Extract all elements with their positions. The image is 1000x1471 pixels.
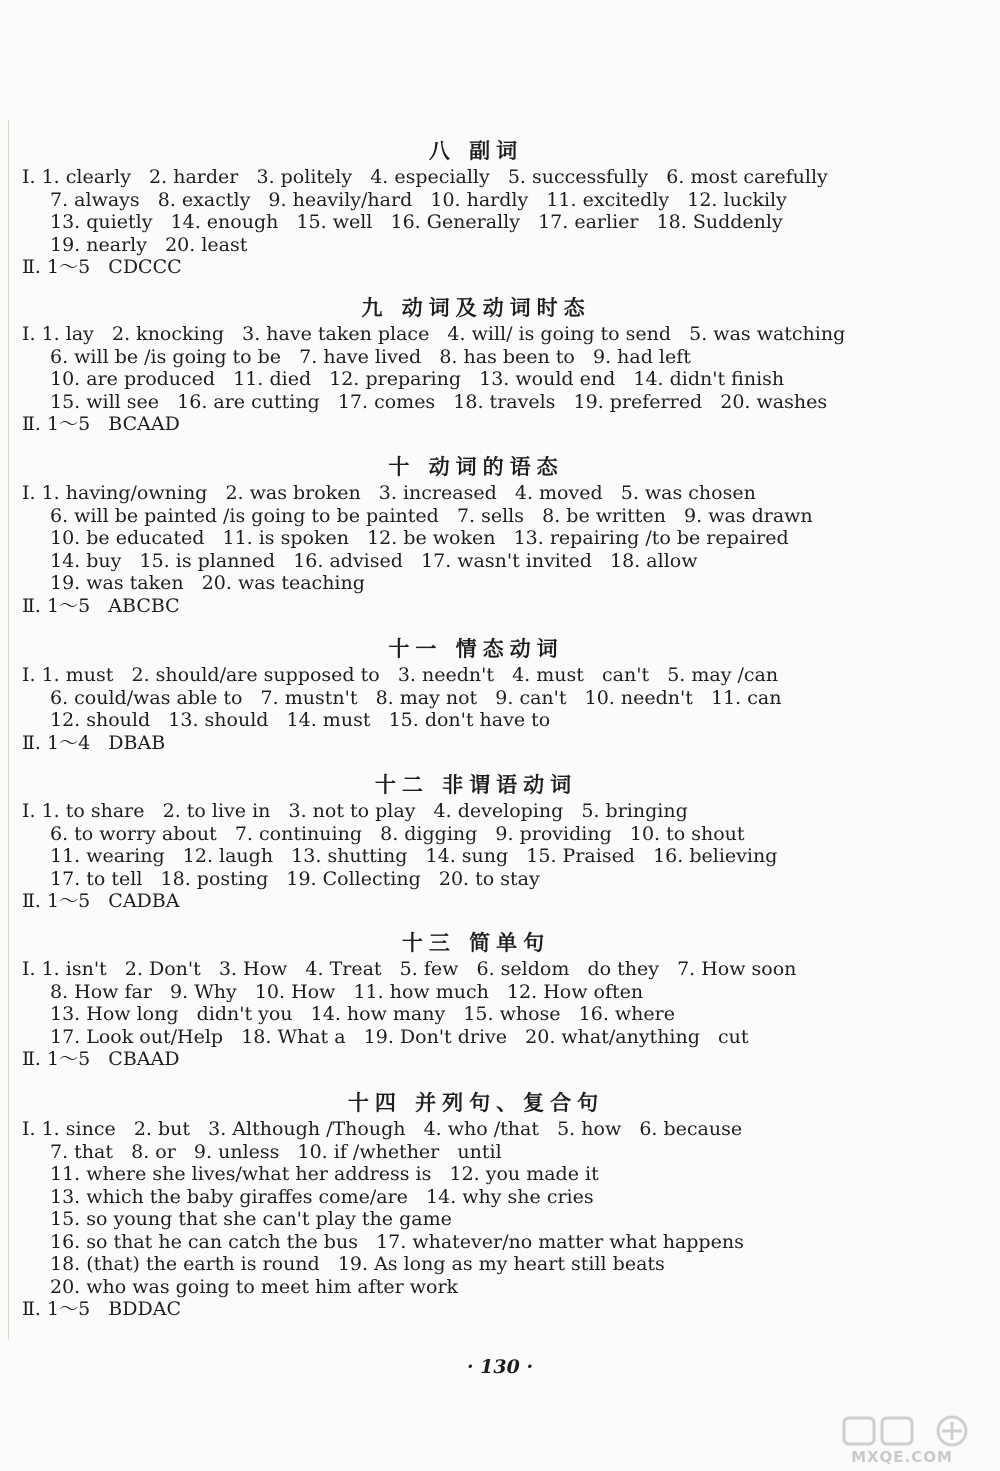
answer-line: 18. (that) the earth is round 19. As long as my heart still beats	[50, 1253, 665, 1275]
answer-line: 17. to tell 18. posting 19. Collecting 20. to stay	[50, 867, 540, 890]
answer-line: 12. should 13. should 14. must 15. don't have to	[50, 709, 551, 731]
answer-line: Ⅱ. 1～5 BDDAC	[22, 1298, 181, 1320]
answer-line: 19. nearly 20. least	[50, 233, 248, 256]
answer-line: Ⅰ. 1. clearly 2. harder 3. politely 4. especially 5. successfully 6. most carefully	[22, 166, 828, 188]
section-simple-sentences	[22, 928, 922, 1071]
answer-line: 6. could/was able to 7. mustn't 8. may not 9. can't 10. needn't 11. can	[50, 686, 782, 709]
answer-line: 15. so young that she can't play the game	[50, 1208, 452, 1230]
section-non-finite-verbs	[22, 770, 922, 913]
section-title: 十一 情态动词	[388, 636, 564, 661]
answer-line: 14. buy 15. is planned 16. advised 17. wasn't invited 18. allow	[50, 549, 698, 572]
answer-line: 20. who was going to meet him after work	[50, 1275, 459, 1298]
answer-line: Ⅰ. 1. since 2. but 3. Although /Though 4. who /that 5. how 6. because	[22, 1118, 743, 1140]
page-number: · 130 ·	[466, 1356, 534, 1378]
answer-line: 8. How far 9. Why 10. How 11. how much 12. How often	[50, 980, 644, 1003]
answer-line: 6. will be /is going to be 7. have lived 8. has been to 9. had left	[50, 345, 691, 368]
section-voice	[22, 452, 922, 617]
section-title: 十 动词的语态	[388, 454, 564, 479]
margin-line	[8, 120, 9, 1340]
answer-line: 7. always 8. exactly 9. heavily/hard 10. hardly 11. excitedly 12. luckily	[50, 188, 787, 211]
answer-line: 13. which the baby giraffes come/are 14. why she cries	[50, 1185, 594, 1208]
section-title: 八 副词	[428, 138, 524, 163]
answer-line: 13. quietly 14. enough 15. well 16. Generally 17. earlier 18. Suddenly	[50, 211, 783, 233]
watermark-logo-icon	[842, 1414, 992, 1448]
answer-line: 16. so that he can catch the bus 17. whatever/no matter what happens	[50, 1230, 744, 1253]
answer-line: Ⅰ. 1. lay 2. knocking 3. have taken place 4. will/ is going to send 5. was watching	[22, 323, 846, 345]
section-title: 十三 简单句	[401, 930, 551, 955]
answer-line: Ⅱ. 1～5 BCAAD	[22, 413, 180, 435]
answer-line: 15. will see 16. are cutting 17. comes 18. travels 19. preferred 20. washes	[50, 390, 828, 413]
section-verb-tenses	[22, 293, 922, 436]
answer-line: Ⅰ. 1. must 2. should/are supposed to 3. needn't 4. must can't 5. may /can	[22, 664, 779, 686]
section-compound-complex-sentences	[22, 1088, 922, 1321]
answer-line: Ⅱ. 1～5 CADBA	[22, 890, 180, 912]
watermark-url: MXQE.COM	[851, 1448, 953, 1466]
answer-line: 7. that 8. or 9. unless 10. if /whether until	[50, 1140, 502, 1163]
section-modal-verbs	[22, 634, 922, 754]
section-title: 十二 非谓语动词	[374, 772, 578, 797]
answer-line: 10. be educated 11. is spoken 12. be woken 13. repairing /to be repaired	[50, 527, 789, 549]
answer-line: 10. are produced 11. died 12. preparing 13. would end 14. didn't finish	[50, 368, 785, 390]
site-watermark	[812, 1414, 992, 1466]
answer-line: 17. Look out/Help 18. What a 19. Don't drive 20. what/anything cut	[50, 1025, 749, 1048]
section-title: 九 动词及动词时态	[361, 295, 591, 320]
answer-line: Ⅱ. 1～5 CBAAD	[22, 1048, 180, 1070]
answer-line: Ⅱ. 1～5 CDCCC	[22, 256, 182, 278]
answer-line: 6. to worry about 7. continuing 8. digging 9. providing 10. to shout	[50, 822, 745, 845]
answer-line: Ⅰ. 1. isn't 2. Don't 3. How 4. Treat 5. few 6. seldom do they 7. How soon	[22, 958, 797, 980]
answer-line: 11. wearing 12. laugh 13. shutting 14. sung 15. Praised 16. believing	[50, 845, 778, 867]
answer-line: 19. was taken 20. was teaching	[50, 572, 365, 594]
answer-line: Ⅱ. 1～4 DBAB	[22, 731, 166, 754]
answer-line: 11. where she lives/what her address is 12. you made it	[50, 1163, 599, 1185]
answer-line: Ⅱ. 1～5 ABCBC	[22, 594, 180, 617]
answer-line: 6. will be painted /is going to be painted 7. sells 8. be written 9. was drawn	[50, 504, 813, 527]
answer-line: Ⅰ. 1. to share 2. to live in 3. not to play 4. developing 5. bringing	[22, 800, 688, 822]
answer-line: 13. How long didn't you 14. how many 15. whose 16. where	[50, 1003, 675, 1025]
section-title: 十四 并列句、复合句	[347, 1090, 605, 1115]
answer-line: Ⅰ. 1. having/owning 2. was broken 3. increased 4. moved 5. was chosen	[22, 482, 756, 504]
section-adverbs	[22, 136, 922, 279]
